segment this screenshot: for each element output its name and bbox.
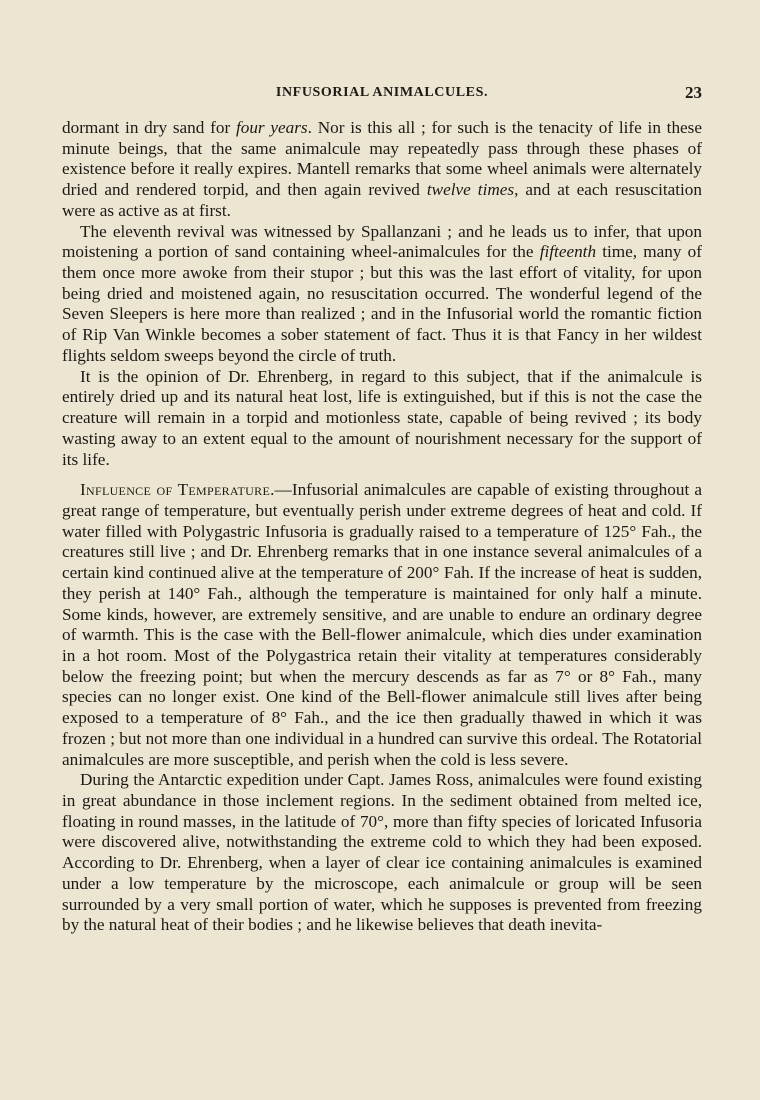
text-run: time, many of them once more awoke from their stupor ; but this was the last effort of vitality, for upon being dried and moistened again, no resuscitation occurred. The wonderful legend of the Seven Sleepers is here more than realized ; and in the Infusorial world the romantic fiction of Rip Van Winkle becomes a sober statement of fact. Thus it is that Fancy in her wildest flights seldom sweeps beyond the circle of truth.: [62, 242, 702, 365]
paragraph: [62, 222, 702, 367]
section-heading: Influence of Temperature.: [80, 480, 275, 500]
italic-text: twelve times: [426, 180, 515, 200]
page-header: [62, 85, 702, 109]
text-run: It is the opinion of Dr. Ehrenberg, in regard to this subject, that if the animalcule is entirely dried up and its natural heat lost, life is extinguished, but if this is not the case the creature will remain in a torpid and motionless state, capable of being revived ; its body wasting away to an extent equal to the amount of nourishment necessary for the support of its life.: [62, 366, 702, 469]
paragraph: [62, 367, 702, 471]
italic-text: four years: [235, 118, 308, 137]
body-text: [62, 118, 702, 936]
paragraph: [62, 118, 702, 222]
paragraph: [62, 480, 702, 770]
text-run: , and at each resuscitation were as active as at first.: [62, 180, 702, 220]
text-run: dormant in dry sand for: [62, 118, 236, 137]
text-run: . Nor is this all ; for such is the tenacity of life in these minute beings, that the same animalcule may repeatedly pass through these phases of existence before it really expires. Mantell remarks that some wheel animals were alternately dried and rendered torpid, and then again revived: [62, 118, 702, 200]
page-number: 23: [685, 83, 702, 102]
text-run: —Infusorial animalcules are capable of existing throughout a great range of temperature, but eventually perish under extreme degrees of heat and cold. If water filled with Polygastric Infusoria is gradually raised to a temperature of 125° Fah., the creatures still live ; and Dr. Ehrenberg remarks that in one instance several animalcules of a certain kind continued alive at the temperature of 200° Fah. If the increase of heat is sudden, they perish at 140° Fah., although the temperature is maintained for only half a minute. Some kinds, however, are extremely sensitive, and are unable to endure an ordinary degree of warmth. This is the case with the Bell-flower animalcule, which dies under examination in a hot room. Most of the Polygastrica retain their vitality at temperatures considerably below the freezing point; but when the mercury descends as far as 7° or 8° Fah., many species can no longer exist. One kind of the Bell-flower animalcule still lives after being exposed to a temperature of 8° Fah., and the ice then gradually thawed in which it was frozen ; but not more than one individual in a hundred can survive this ordeal. The Rotatorial animalcules are more susceptible, and perish when the cold is less severe.: [62, 480, 702, 769]
running-title: INFUSORIAL ANIMALCULES.: [275, 85, 489, 100]
italic-text: fifteenth: [539, 242, 597, 262]
paragraph: [62, 770, 702, 936]
text-run: The eleventh revival was witnessed by Spallanzani ; and he leads us to infer, that upon moistening a portion of sand containing wheel-animalcules for the: [62, 221, 702, 262]
text-run: During the Antarctic expedition under Capt. James Ross, animalcules were found existing in great abundance in those inclement regions. In the sediment obtained from melted ice, floating in round masses, in the latitude of 70°, more than fifty species of loricated Infusoria were discovered alive, notwithstanding the extreme cold to which they had been exposed. According to Dr. Ehrenberg, when a layer of clear ice containing animalcules is examined under a low temperature by the microscope, each animalcule or group will be seen surrounded by a very small portion of water, which he supposes is prevented from freezing by the natural heat of their bodies ; and he likewise believes that death inevita-: [62, 770, 702, 935]
